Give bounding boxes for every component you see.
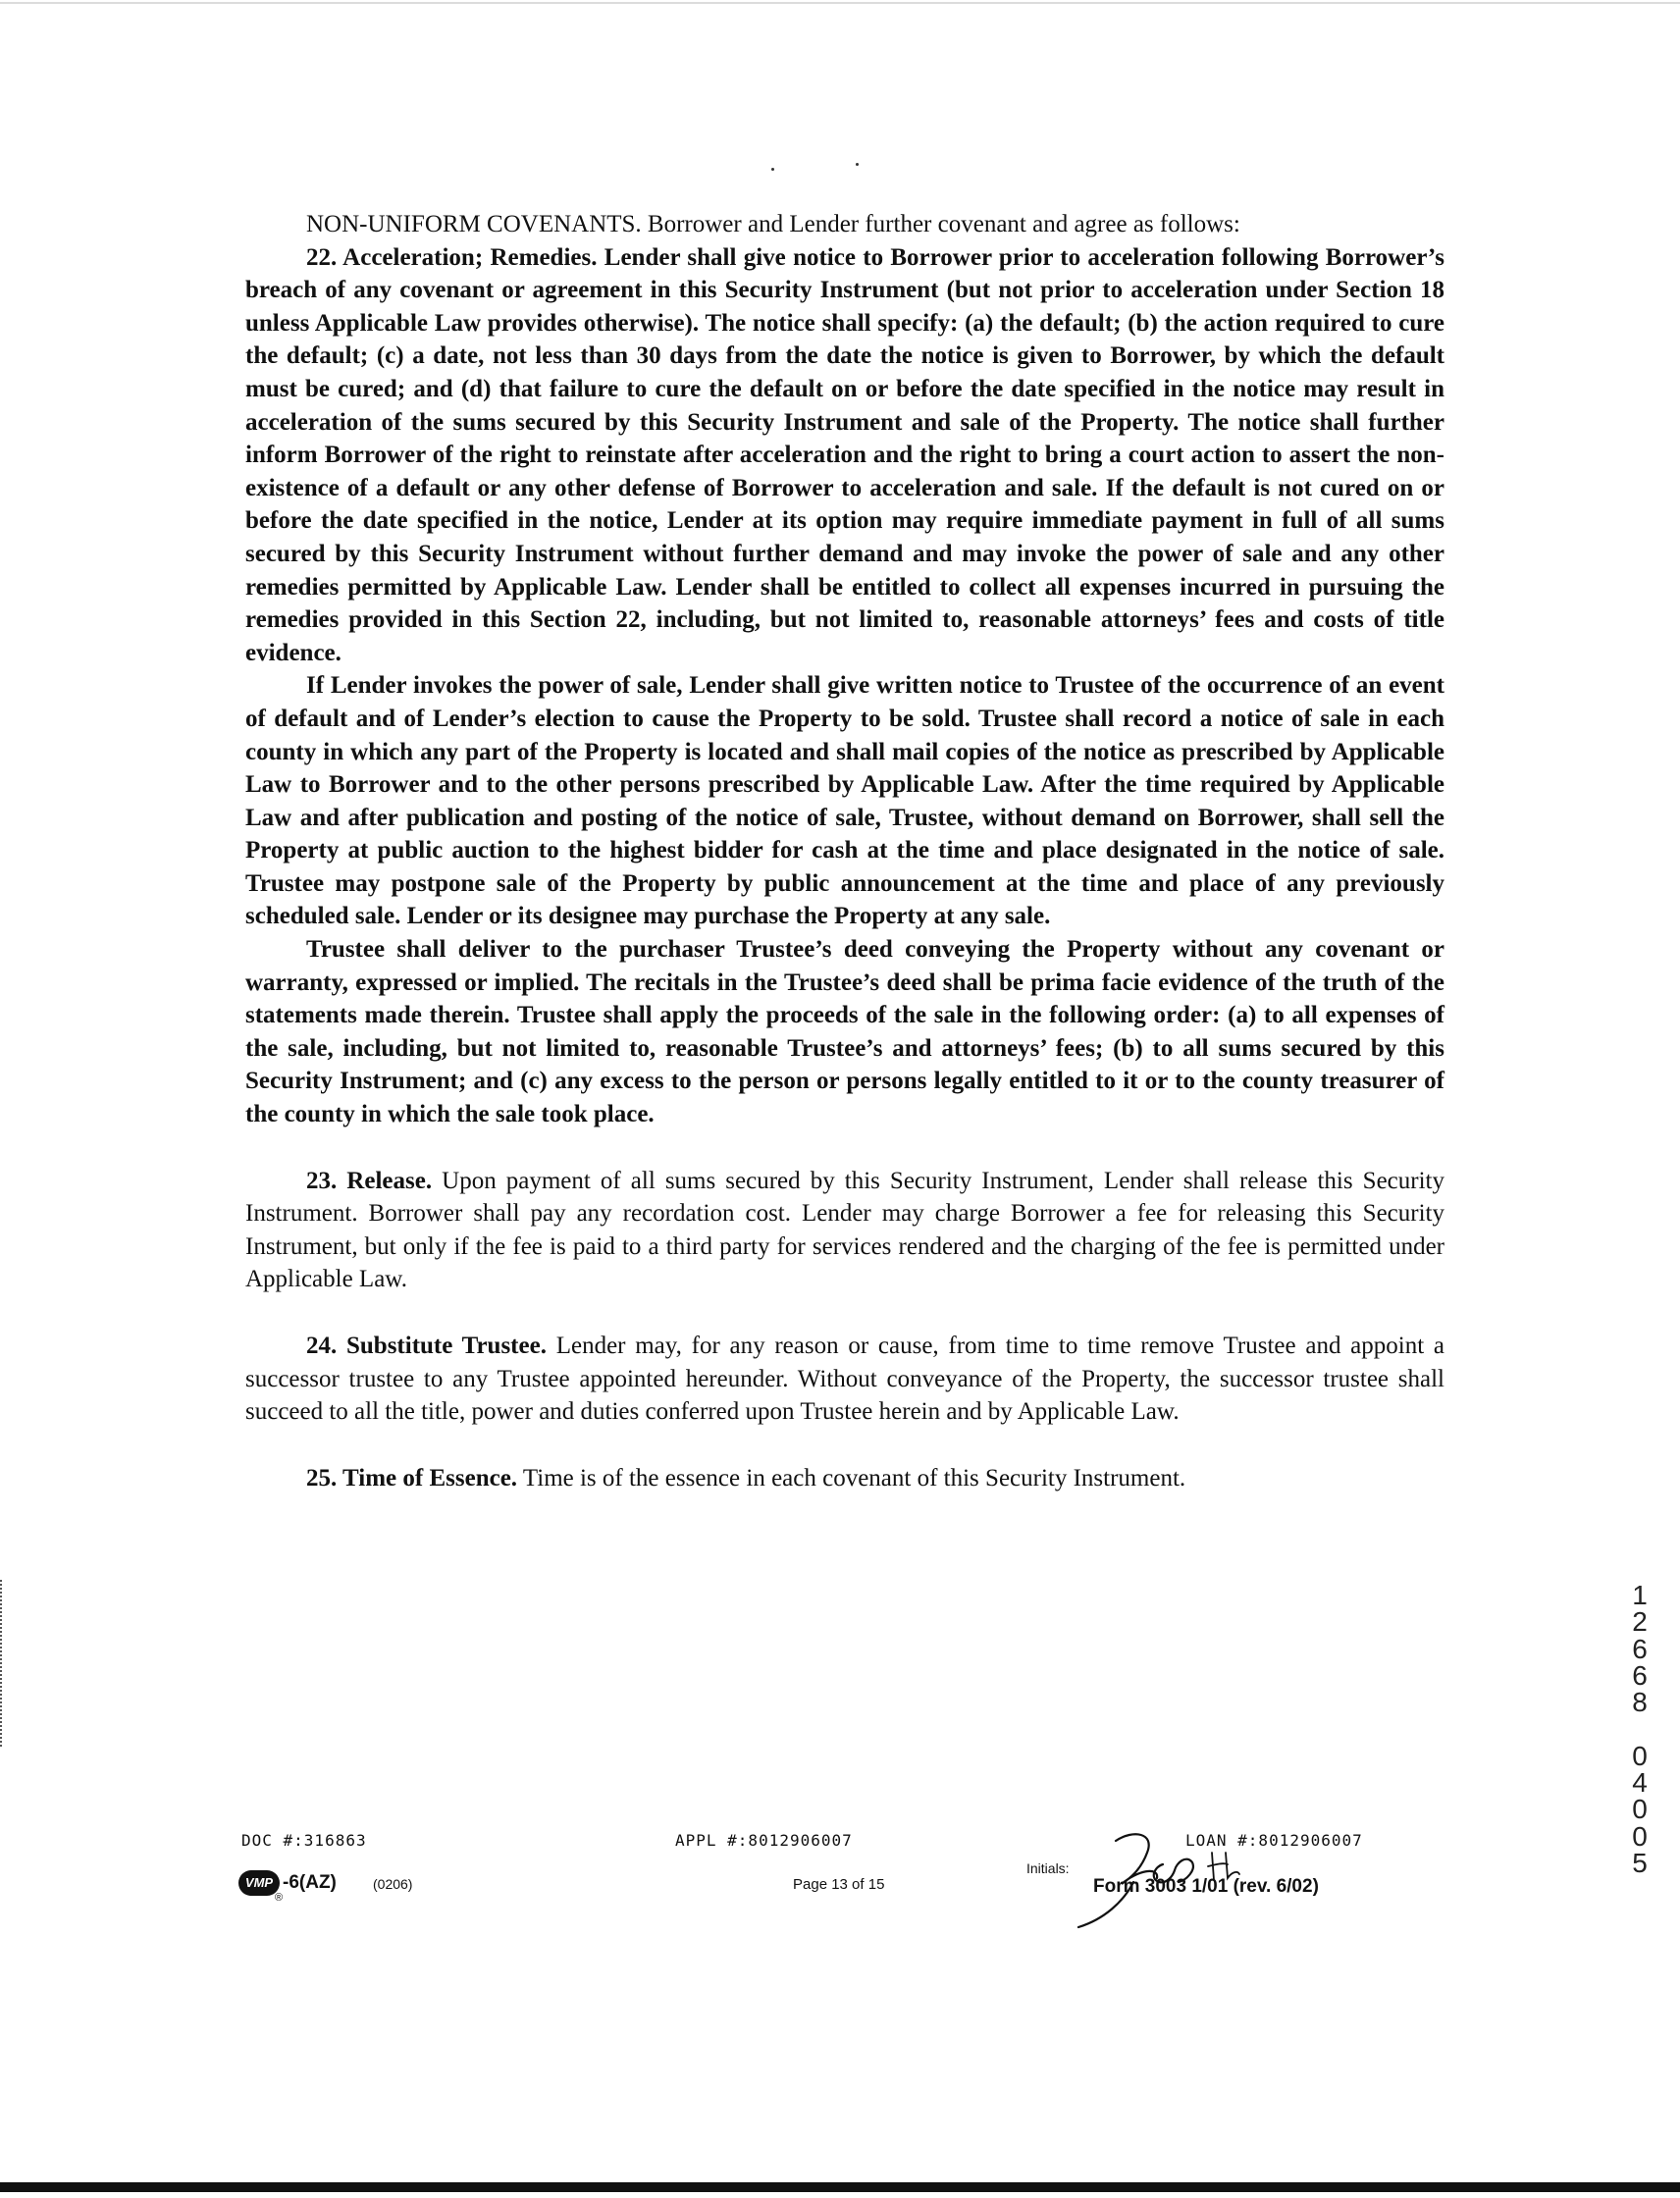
section-22-text-1: Lender shall give notice to Borrower prior to acceleration following Borrower’s breach of any covenant or agreement in this Security Instrument (but not prior to acceleration under Section 18 unless Applicable Law provides otherwise). The notice shall specify: (a) the default; (b) the action required to cure the default; (c) a date, not less than 30 days from the date the notice is given to Borrower, by which the default must be cured; and (d) that failure to cure the default on or before the date specified in the notice may result in acceleration of the sums secured by this Security Instrument and sale of the Property. The notice shall further inform Borrower of the right to reinstate after acceleration and the right to bring a court action to assert the non-existence of a default or any other defense of Borrower to acceleration and sale. If the default is not cured on or before the date specified in the notice, Lender at its option may require immediate payment in full of all sums secured by this Security Instrument without further demand and may invoke the power of sale and any other remedies permitted by Applicable Law. Lender shall be entitled to collect all expenses incurred in pursuing the remedies provided in this Section 22, including, but not limited to, reasonable attorneys’ fees and costs of title evidence. xyxy=(245,243,1445,666)
stamp-digit: 6 xyxy=(1632,1633,1648,1664)
section-22-heading: 22. Acceleration; Remedies. xyxy=(306,243,598,271)
initials-label: Initials: xyxy=(1026,1860,1070,1876)
section-22-paragraph-1 xyxy=(245,241,1444,670)
scan-left-edge xyxy=(0,1580,5,1747)
stamp-digit: 0 xyxy=(1632,1740,1648,1771)
side-document-stamp xyxy=(1620,1582,1659,1876)
section-24-text: Lender may, for any reason or cause, from time to time remove Trustee and appoint a successor trustee to any Trustee appointed hereunder. Without conveyance of the Property, the successor trustee shall succeed to all the title, power and duties conferred upon Trustee herein and by Applicable Law. xyxy=(245,1333,1444,1426)
section-22-paragraph-3: Trustee shall deliver to the purchaser Trustee’s deed conveying the Property without any covenant or warranty, expressed or implied. The recitals in the Trustee’s deed shall be prima facie evidence of the truth of the statements made therein. Trustee shall apply the proceeds of the sale in the following order: (a) to all expenses of the sale, including, but not limited to, reasonable Trustee’s and attorneys’ fees; (b) to all sums secured by this Security Instrument; and (c) any excess to the person or persons legally entitled to it or to the county treasurer of the county in which the sale took place. xyxy=(245,936,1444,1128)
scan-speck xyxy=(771,168,774,171)
doc-number: DOC #:316863 xyxy=(241,1831,367,1850)
scan-bottom-edge xyxy=(0,2182,1680,2192)
stamp-digit: 0 xyxy=(1632,1820,1648,1852)
stamp-digit: 5 xyxy=(1632,1847,1648,1878)
section-25-heading: 25. Time of Essence. xyxy=(306,1464,518,1492)
section-23-heading: 23. Release. xyxy=(306,1167,433,1194)
form-number: Form 3003 1/01 (rev. 6/02) xyxy=(1093,1876,1319,1897)
vmp-logo: VMP xyxy=(238,1870,280,1896)
scan-top-edge xyxy=(0,2,1680,4)
scan-speck xyxy=(856,163,859,166)
form-code: -6(AZ) xyxy=(283,1872,337,1893)
registered-mark-icon: ® xyxy=(275,1892,284,1904)
section-25-paragraph xyxy=(245,1462,1444,1495)
stamp-gap xyxy=(1620,1715,1659,1742)
section-25-text: Time is of the essence in each covenant of this Security Instrument. xyxy=(522,1464,1186,1492)
stamp-digit: 6 xyxy=(1632,1659,1648,1691)
stamp-digit: 4 xyxy=(1632,1767,1648,1799)
stamp-digit: 0 xyxy=(1632,1794,1648,1825)
section-24-paragraph xyxy=(245,1330,1444,1429)
stamp-digit: 8 xyxy=(1632,1687,1648,1718)
section-23-paragraph xyxy=(245,1165,1444,1296)
form-rev-code: (0206) xyxy=(373,1876,413,1892)
stamp-digit: 1 xyxy=(1632,1580,1648,1610)
section-23-text: Upon payment of all sums secured by this Security Instrument, Lender shall release this Security Instrument. Borrower shall pay any recordation cost. Lender may charge Borrower a fee for releasing this Security Instrument, but only if the fee is paid to a third party for services rendered and the charging of the fee is permitted under Applicable Law. xyxy=(245,1167,1444,1293)
section-22-paragraph-2: If Lender invokes the power of sale, Lender shall give written notice to Trustee of the occurrence of an event of default and of Lender’s election to cause the Property to be sold. Trustee shall record a notice of sale in each county in which any part of the Property is located and shall mail copies of the notice as prescribed by Applicable Law to Borrower and to the other persons prescribed by Applicable Law. After the time required by Applicable Law and after publication and posting of the notice of sale, Trustee, without demand on Borrower, shall sell the Property at public auction to the highest bidder for cash at the time and place designated in the notice of sale. Trustee may postpone sale of the Property by public announcement at the time and place of any previously scheduled sale. Lender or its designee may purchase the Property at any sale. xyxy=(245,672,1444,930)
page-number: Page 13 of 15 xyxy=(793,1876,885,1893)
document-body xyxy=(245,208,1444,1494)
section-24-heading: 24. Substitute Trustee. xyxy=(306,1333,547,1359)
intro-line: NON-UNIFORM COVENANTS. Borrower and Lender further covenant and agree as follows: xyxy=(306,211,1240,237)
stamp-digit: 2 xyxy=(1632,1606,1648,1638)
loan-number: LOAN #:8012906007 xyxy=(1185,1831,1363,1850)
appl-number: APPL #:8012906007 xyxy=(675,1831,853,1850)
